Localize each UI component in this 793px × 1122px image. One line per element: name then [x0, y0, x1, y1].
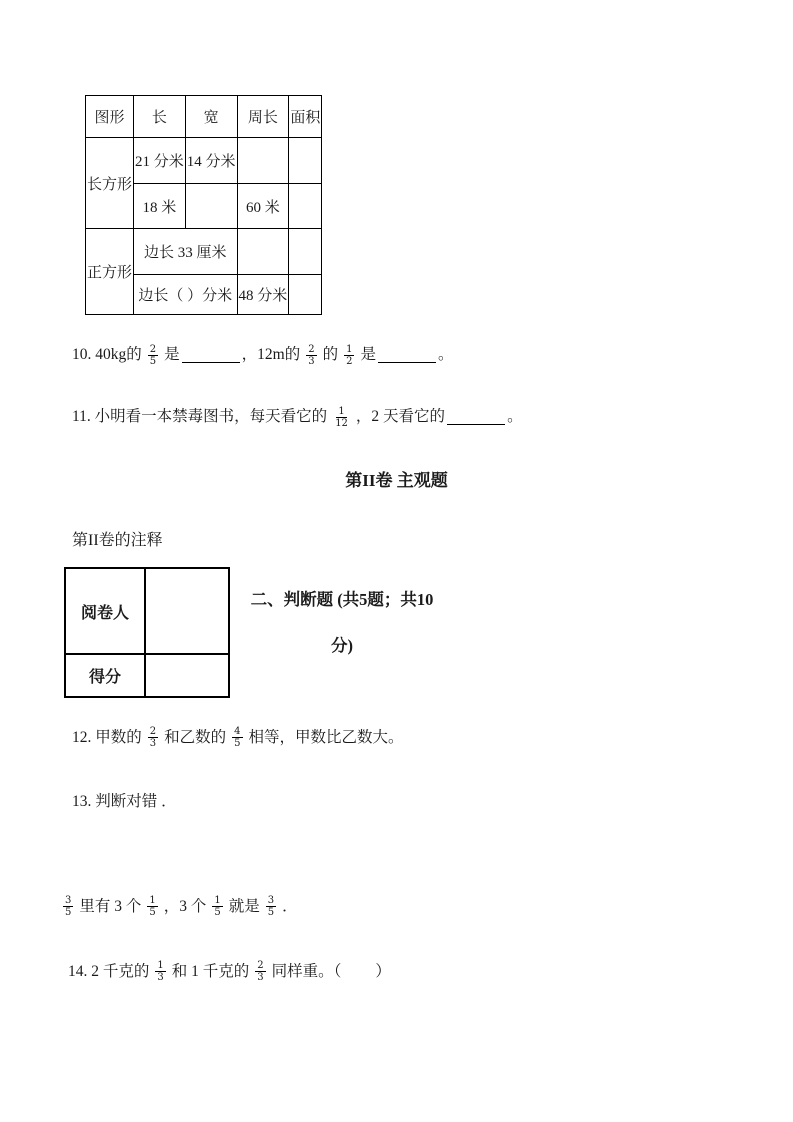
question-12 [72, 726, 404, 749]
section2-heading [222, 577, 462, 669]
cell-rect2-width-blank[interactable] [185, 184, 237, 229]
fraction-1-5 [147, 895, 157, 918]
frac-numerator: 2 [257, 960, 264, 971]
cell-rect-width: 14 分米 [185, 138, 237, 184]
shape-square-label: 正方形 [86, 229, 134, 315]
frac-denominator: 5 [267, 907, 275, 918]
frac-denominator: 5 [149, 907, 156, 918]
cell-square2-perimeter: 48 分米 [237, 275, 289, 315]
score-label: 得分 [65, 654, 145, 697]
frac-numerator: 1 [157, 960, 164, 971]
q10-text-3: ，12m的 [241, 346, 301, 363]
frac-denominator: 5 [234, 738, 241, 749]
part2-note: 第II卷的注释 [72, 532, 163, 549]
q10-text-4: 的 [322, 346, 339, 363]
question-13 [72, 791, 177, 813]
q10-text-2: 是 [164, 346, 180, 363]
cell-square2-area-blank[interactable] [289, 275, 322, 315]
fraction-3-5 [266, 895, 276, 918]
cell-rect-perimeter-blank[interactable] [237, 138, 289, 184]
frac-denominator: 3 [308, 355, 315, 367]
frac-denominator: 2 [346, 355, 353, 367]
fraction-3-5 [63, 895, 73, 918]
dimension-table [85, 95, 322, 315]
frac-numerator: 1 [214, 895, 221, 906]
q13b-text-2: ，3 个 [163, 897, 207, 915]
frac-numerator: 2 [308, 343, 315, 355]
cell-rect-length: 21 分米 [134, 138, 186, 184]
cell-square2-side: 边长（ ）分米 [134, 275, 238, 315]
q11-text-1: 11. 小明看一本禁毒图书，每天看它的 [72, 408, 328, 425]
answer-blank[interactable] [378, 343, 436, 363]
fraction-1-5 [212, 895, 222, 918]
q12-text-2: 和乙数的 [164, 728, 227, 746]
q10-text-6: 。 [438, 346, 454, 363]
question-13-statement [63, 895, 298, 918]
score-entry-blank[interactable] [145, 654, 229, 697]
q13-text: 13. 判断对错 ． [72, 793, 177, 810]
col-header-width: 宽 [185, 96, 237, 138]
frac-numerator: 2 [149, 343, 157, 355]
shape-rectangle-label: 长方形 [86, 138, 134, 229]
frac-denominator: 3 [157, 972, 164, 983]
part2-title: 第II卷 主观题 [345, 471, 448, 490]
frac-denominator: 3 [257, 972, 264, 983]
question-14 [68, 960, 391, 983]
fraction-1-2 [344, 344, 354, 367]
fraction-1-12 [333, 406, 350, 429]
frac-numerator: 1 [149, 895, 156, 906]
grade-box [64, 567, 230, 698]
frac-numerator: 2 [149, 726, 157, 737]
q14-text-1: 14. 2 千克的 [68, 962, 150, 980]
cell-square-area-blank[interactable] [289, 229, 322, 275]
col-header-shape: 图形 [86, 96, 134, 138]
col-header-perimeter: 周长 [237, 96, 289, 138]
section2-heading-line1: 二、判断题 (共5题；共10 [250, 590, 434, 609]
cell-rect2-area-blank[interactable] [289, 184, 322, 229]
frac-numerator: 3 [65, 895, 72, 906]
q10-text-1: 10. 40kg的 [72, 346, 142, 363]
frac-numerator: 4 [234, 726, 241, 737]
frac-numerator: 1 [346, 343, 353, 355]
question-10 [72, 343, 454, 367]
frac-numerator: 1 [338, 405, 345, 417]
q10-text-5: 是 [360, 346, 376, 363]
frac-numerator: 3 [267, 895, 275, 906]
q12-text-3: 相等，甲数比乙数大。 [248, 728, 404, 746]
cell-square-perimeter-blank[interactable] [237, 229, 289, 275]
cell-square-side: 边长 33 厘米 [134, 229, 238, 275]
q11-text-2: ，2 天看它的 [355, 408, 446, 425]
q14-text-4: ） [375, 962, 391, 980]
cell-rect2-perimeter: 60 米 [237, 184, 289, 229]
fraction-1-3 [155, 960, 165, 983]
q13b-text-1: 里有 3 个 [79, 897, 142, 915]
answer-blank[interactable] [182, 343, 240, 363]
question-11 [72, 405, 523, 429]
frac-denominator: 5 [214, 907, 221, 918]
q14-text-3: 同样重。（ [271, 962, 342, 980]
frac-denominator: 5 [65, 907, 72, 918]
cell-rect2-length: 18 米 [134, 184, 186, 229]
frac-denominator: 3 [149, 738, 157, 749]
fraction-2-5 [148, 344, 158, 367]
fraction-2-3 [148, 726, 158, 749]
q11-text-3: 。 [507, 408, 523, 425]
answer-blank[interactable] [447, 405, 505, 425]
col-header-length: 长 [134, 96, 186, 138]
fraction-4-5 [232, 726, 242, 749]
q12-text-1: 12. 甲数的 [72, 728, 142, 746]
cell-rect-area-blank[interactable] [289, 138, 322, 184]
section2-heading-line2: 分) [331, 636, 353, 655]
q13b-text-3: 就是 [228, 897, 260, 915]
col-header-area: 面积 [289, 96, 322, 138]
q14-text-2: 和 1 千克的 [171, 962, 250, 980]
fraction-2-3 [306, 344, 316, 367]
grader-label: 阅卷人 [65, 568, 145, 654]
fraction-2-3 [255, 960, 265, 983]
grader-entry-blank[interactable] [145, 568, 229, 654]
frac-denominator: 5 [149, 355, 157, 367]
frac-denominator: 12 [335, 417, 348, 429]
q13b-text-4: ． [282, 897, 298, 915]
